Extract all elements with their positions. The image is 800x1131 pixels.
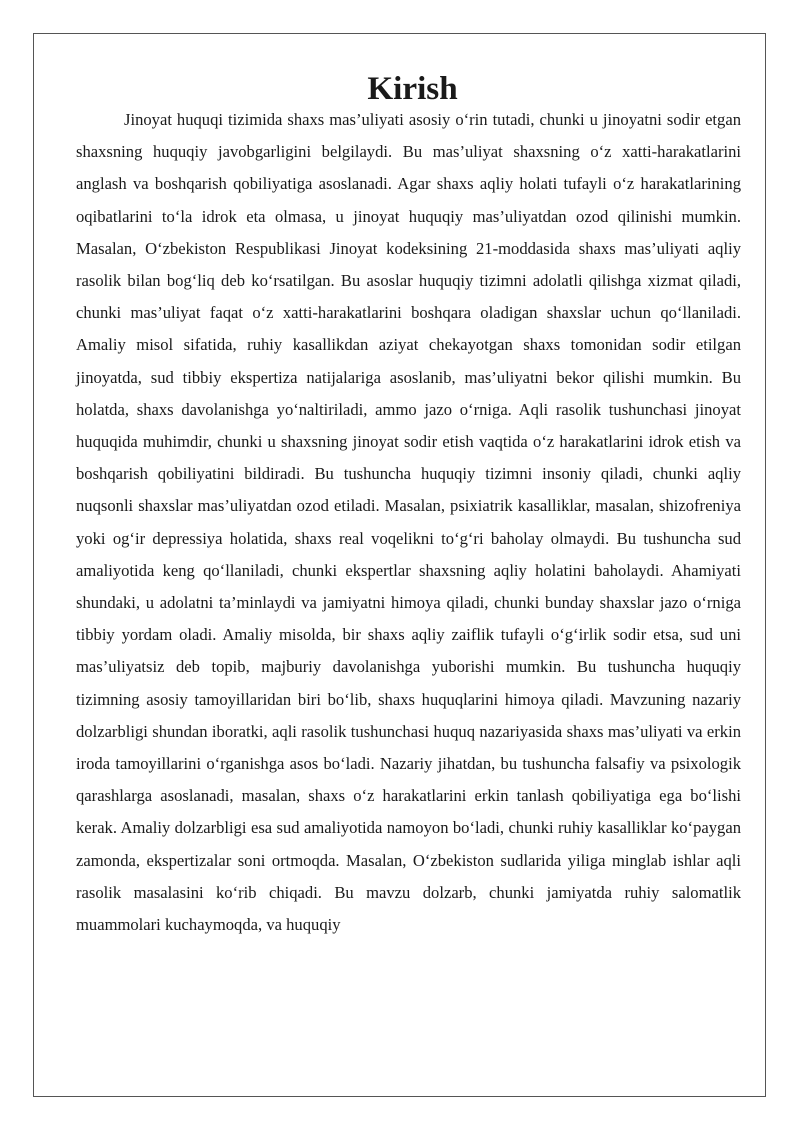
section-heading: Kirish — [367, 70, 458, 107]
body-paragraph: Jinoyat huquqi tizimida shaxs mas’uliyati asosiy o‘rin tutadi, chunki u jinoyatni sodir etgan shaxsning huquqiy javobgarligini belgilaydi. Bu mas’uliyat shaxsning o‘z xatti-harakatlarini anglash va boshqarish qobiliyatiga asoslanadi. Agar shaxs aqliy holati tufayli o‘z harakatlarining oqibatlarini to‘la idrok eta olmasa, u jinoyat huquqiy mas’uliyatdan ozod qilinishi mumkin. Masalan, O‘zbekiston Respublikasi Jinoyat kodeksining 21-moddasida shaxs mas’uliyati aqliy rasolik bilan bog‘liq deb ko‘rsatilgan. Bu asoslar huquqiy tizimni adolatli qilishga xizmat qiladi, chunki mas’uliyat faqat o‘z xatti-harakatlarini boshqara oladigan shaxslar uchun qo‘llaniladi. Amaliy misol sifatida, ruhiy kasallikdan aziyat chekayotgan shaxs tomonidan sodir etilgan jinoyatda, sud tibbiy ekspertiza natijalariga asoslanib, mas’uliyatni bekor qilishi mumkin. Bu holatda, shaxs davolanishga yo‘naltiriladi, ammo jazo o‘rniga. Aqli rasolik tushunchasi jinoyat huquqida muhimdir, chunki u shaxsning jinoyat sodir etish vaqtida o‘z harakatlarini idrok etish va boshqarish qobiliyatini bildiradi. Bu tushuncha huquqiy tizimni insoniy qiladi, chunki aqliy nuqsonli shaxslar mas’uliyatdan ozod etiladi. Masalan, psixiatrik kasalliklar, masalan, shizofreniya yoki og‘ir depressiya holatida, shaxs real voqelikni to‘g‘ri baholay olmaydi. Bu tushuncha sud amaliyotida keng qo‘llaniladi, chunki ekspertlar shaxsning aqliy holatini baholaydi. Ahamiyati shundaki, u adolatni ta’minlaydi va jamiyatni himoya qiladi, chunki bunday shaxslar jazo o‘rniga tibbiy yordam oladi. Amaliy misolda, bir shaxs aqliy zaiflik tufayli o‘g‘irlik sodir etsa, sud uni mas’uliyatsiz deb topib, majburiy davolanishga yuborishi mumkin. Bu tushuncha huquqiy tizimning asosiy tamoyillaridan biri bo‘lib, shaxs huquqlarini himoya qiladi. Mavzuning nazariy dolzarbligi shundan iboratki, aqli rasolik tushunchasi huquq nazariyasida shaxs mas’uliyati va erkin iroda tamoyillarini o‘rganishga asos bo‘ladi. Nazariy jihatdan, bu tushuncha falsafiy va psixologik qarashlarga asoslanadi, masalan, shaxs o‘z harakatlarini erkin tanlash qobiliyatiga ega bo‘lishi kerak. Amaliy dolzarbligi esa sud amaliyotida namoyon bo‘ladi, chunki ruhiy kasalliklar ko‘paygan zamonda, ekspertizalar soni ortmoqda. Masalan, O‘zbekiston sudlarida yiliga minglab ishlar aqli rasolik masalasini ko‘rib chiqadi. Bu mavzu dolzarb, chunki jamiyatda ruhiy salomatlik muammolari kuchaymoqda, va huquqiy — [76, 110, 741, 935]
document-body — [76, 70, 741, 941]
